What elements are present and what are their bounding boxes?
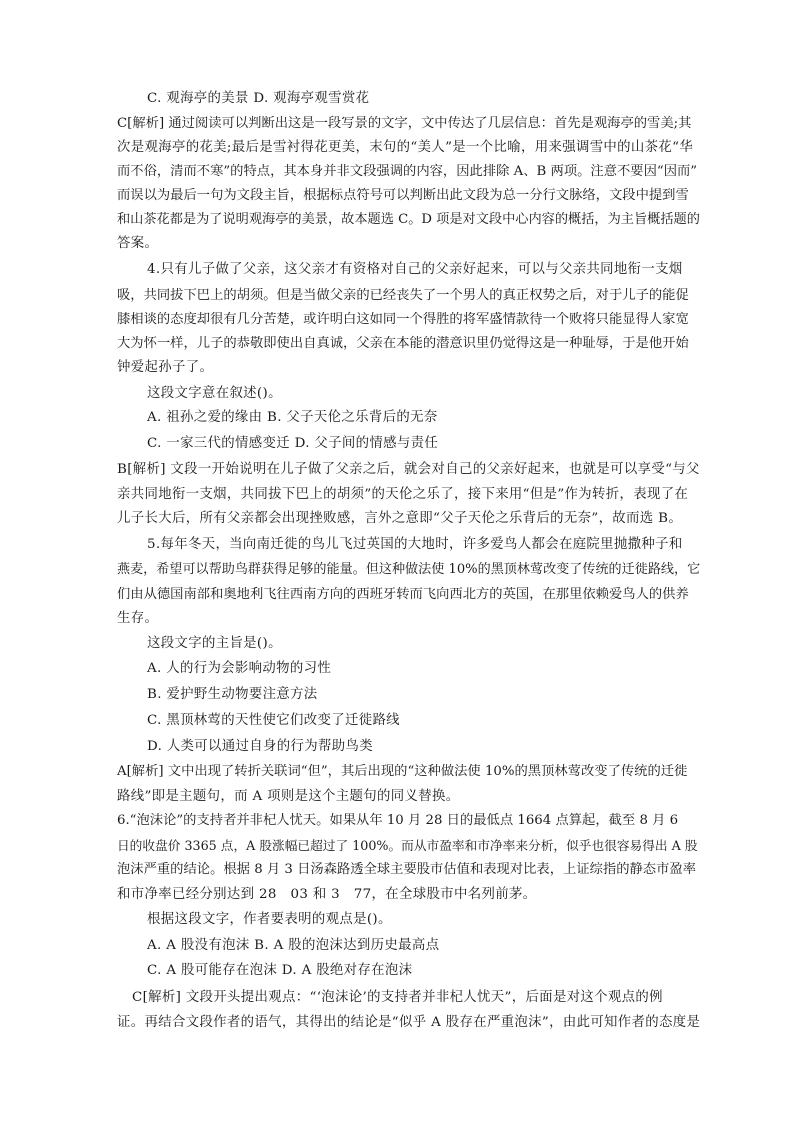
question-5-line: 生存。 (117, 611, 159, 626)
question-4-line: 吸，共同拔下巴上的胡须。但是当做父亲的已经丧失了一个男人的真正权势之后，对于儿子的能促 (117, 288, 689, 303)
question-5-line: 燕麦，希望可以帮助鸟群获得足够的能量。但这种做法使 10%的黑顶林莺改变了传统的迁徙路线，它 (117, 562, 701, 577)
question-5-line: 5.每年冬天，当向南迁徙的鸟儿飞过英国的大地时，许多爱鸟人都会在庭院里抛撒种子和 (147, 537, 683, 552)
question-4-prompt: 这段文字意在叙述()。 (147, 386, 282, 401)
analysis-line: 和山茶花都是为了说明观海亭的美景，故本题选 C。D 项是对文段中心内容的概括，为主旨概括题的 (117, 212, 700, 227)
question-4-line: 膝相谈的态度却很有几分苦楚，或许明白这如同一个得胜的将军盛情款待一个败将只能显得人家宽 (117, 312, 689, 327)
question-6-line: 日的收盘价 3365 点，A 股涨幅已超过了 100%。而从市盈率和市净率来分析，似乎也很容易得出 A 股 (117, 838, 698, 853)
analysis-line: C[解析] 通过阅读可以判断出这是一段写景的文字，文中传达了几层信息：首先是观海亭的雪美;其 (117, 116, 692, 131)
question-4-line: 大为怀一样，儿子的恭敬即使出自真诚，父亲在本能的潜意识里仍觉得这是一种耻辱，于是他开始 (117, 336, 689, 351)
question-5-prompt: 这段文字的主旨是()。 (147, 636, 282, 651)
question-6-prompt: 根据这段文字，作者要表明的观点是()。 (147, 912, 392, 927)
question-6-options: C. A 股可能存在泡沫 D. A 股绝对存在泡沫 (147, 963, 413, 978)
question-4-options: A. 祖孙之爱的缘由 B. 父子天伦之乐背后的无奈 (147, 410, 438, 425)
analysis-line: 亲共同地衔一支烟，共同拔下巴上的胡须”的天伦之乐了，接下来用“但是”作为转折，表现了在 (117, 487, 689, 502)
question-5-option: A. 人的行为会影响动物的习性 (147, 661, 332, 676)
question-6-line: 和市净率已经分别达到 28 03 和 3 77，在全球股市中名列前茅。 (117, 887, 537, 902)
analysis-line: B[解析] 文段一开始说明在儿子做了父亲之后，就会对自己的父亲好起来，也就是可以享受“与父 (117, 462, 700, 477)
question-4-line: 钟爱起孙子了。 (117, 360, 214, 375)
question-6-options: A. A 股没有泡沫 B. A 股的泡沫达到历史最高点 (147, 938, 440, 953)
question-6-line: 6.“泡沫论”的支持者并非杞人忧天。如果从年 10 月 28 日的最低点 1664 点算起，截至 8 月 6 (117, 813, 679, 828)
analysis-line: A[解析] 文中出现了转折关联词“但”，其后出现的“这种做法使 10%的黑顶林莺改变了传统的迁徙 (117, 764, 688, 779)
analysis-line: 答案。 (117, 236, 159, 251)
analysis-line: 次是观海亭的花美;最后是雪衬得花更美，末句的“美人”是一个比喻，用来强调雪中的山茶花“华 (117, 140, 694, 155)
question-4-options: C. 一家三代的情感变迁 D. 父子间的情感与责任 (147, 436, 439, 451)
question-5-option: D. 人类可以通过自身的行为帮助鸟类 (147, 739, 373, 754)
question-6-line: 泡沫严重的结论。根据 8 月 3 日汤森路透全球主要股市估值和表现对比表，上证综指的静态市盈率 (117, 862, 696, 877)
analysis-line: 儿子长大后，所有父亲都会出现挫败感，言外之意即“父子天伦之乐背后的无奈”，故而选 B。 (117, 511, 683, 526)
question-5-option: B. 爱护野生动物要注意方法 (147, 687, 318, 702)
analysis-line: C[解析] 文段开头提出观点：“‘泡沫论’的支持者并非杞人忧天”，后面是对这个观点的例 (132, 990, 663, 1005)
question-5-line: 们由从德国南部和奥地利飞往西南方向的西班牙转而飞向西北方的英国，在那里依赖爱鸟人的供养 (117, 587, 689, 602)
question-5-option: C. 黑顶林莺的天性使它们改变了迁徙路线 (147, 713, 400, 728)
option-line: C. 观海亭的美景 D. 观海亭观雪赏花 (147, 91, 370, 106)
analysis-line: 证。再结合文段作者的语气，其得出的结论是“似乎 A 股存在严重泡沫”，由此可知作者的态度是 (117, 1015, 701, 1030)
analysis-line: 而不俗，清而不寒”的特点，其本身并非文段强调的内容，因此排除 A、B 两项。注意不要因“因而” (117, 164, 698, 179)
analysis-line: 而误以为最后一句为文段主旨，根据标点符号可以判断出此文段为总一分行文脉络，文段中提到雪 (117, 188, 689, 203)
question-4-line: 4.只有儿子做了父亲，这父亲才有资格对自己的父亲好起来，可以与父亲共同地衔一支烟 (147, 262, 683, 277)
analysis-line: 路线”即是主题句，而 A 项则是这个主题句的同义替换。 (117, 789, 460, 804)
